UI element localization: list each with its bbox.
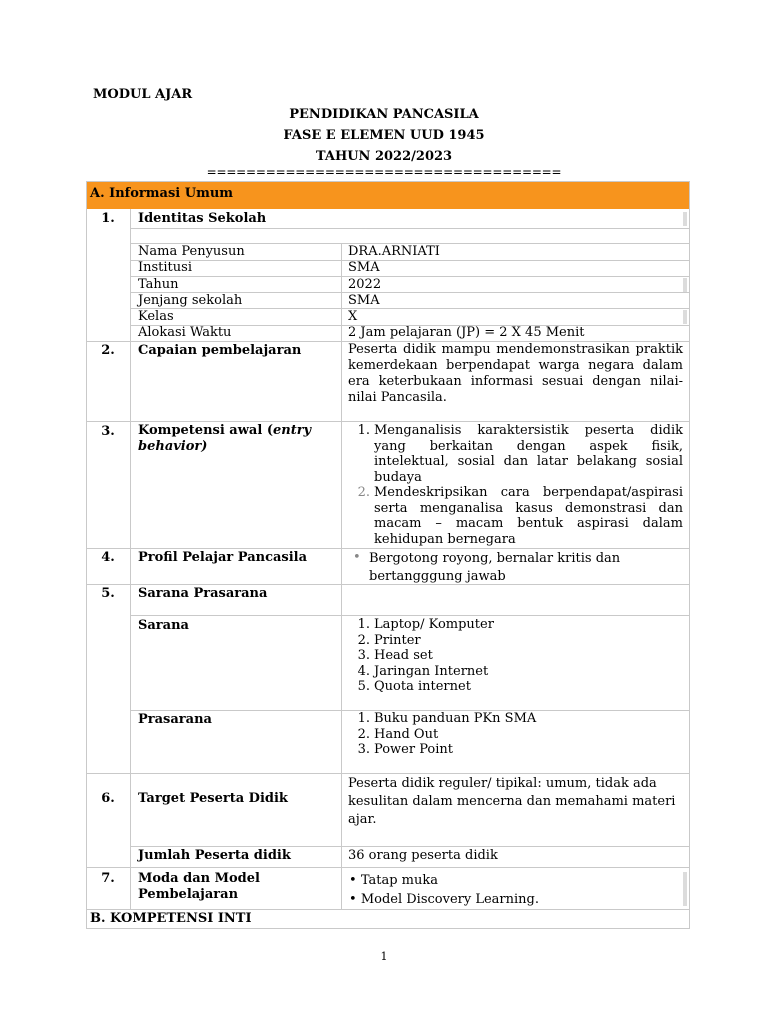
identitas-value: DRA.ARNIATI: [348, 244, 440, 259]
identitas-value: 2022: [348, 277, 382, 292]
row-num-4: 4.: [101, 550, 115, 565]
sarana-header-cover: [342, 585, 689, 615]
row-num-3: 3.: [101, 424, 115, 439]
list-num: 1.: [357, 711, 370, 726]
row-line: [87, 867, 689, 868]
row-line: [131, 276, 689, 277]
moda-list: [349, 871, 679, 909]
list-item: [350, 742, 670, 758]
profil-label: Profil Pelajar Pancasila: [138, 550, 308, 565]
jumlah-label: Jumlah Peserta didik: [138, 848, 291, 863]
list-item: [350, 617, 670, 633]
identitas-key: Alokasi Waktu: [138, 325, 232, 340]
list-text: Mendeskripsikan cara berpendapat/aspirasi serta menganalisa kasus demonstrasi dan macam – macam bentuk aspirasi dalam kehidupan bernegara: [374, 485, 683, 547]
kompetensi-label-main: Kompetensi awal (: [138, 423, 273, 438]
list-text: Power Point: [374, 742, 454, 757]
row-num-5: 5.: [101, 586, 115, 601]
kompetensi-label: [138, 423, 328, 455]
list-item: [350, 711, 670, 727]
sarana-label: Sarana: [138, 618, 189, 633]
list-num: 1.: [357, 423, 370, 438]
jumlah-value: 36 orang peserta didik: [348, 848, 498, 863]
list-num: 3.: [357, 648, 370, 663]
list-item: [350, 679, 670, 695]
document-title: PENDIDIKAN PANCASILA: [289, 107, 479, 122]
row-num-1: 1.: [101, 211, 115, 226]
identitas-label: Identitas Sekolah: [138, 211, 267, 226]
section-a-title: A. Informasi Umum: [90, 186, 234, 201]
list-text: Model Discovery Learning.: [360, 892, 539, 907]
row-line: [87, 421, 689, 422]
list-text: Tatap muka: [360, 873, 438, 888]
num-col-divider: [130, 209, 131, 909]
identitas-key: Nama Penyusun: [138, 244, 245, 259]
moda-label: [138, 871, 260, 903]
list-item: [350, 633, 670, 649]
list-item: [350, 664, 670, 680]
identitas-value: SMA: [348, 260, 380, 275]
document-subtitle: FASE E ELEMEN UUD 1945: [283, 128, 485, 143]
identitas-line: [131, 228, 689, 229]
list-num: 1.: [357, 617, 370, 632]
kompetensi-list: [350, 423, 683, 547]
list-num: 3.: [357, 742, 370, 757]
identitas-key: Jenjang sekolah: [138, 293, 243, 308]
scroll-marker: [683, 310, 687, 324]
list-num: 2.: [357, 632, 370, 648]
list-item: [350, 423, 683, 485]
list-text: Head set: [374, 648, 433, 663]
sarana-list: [350, 617, 670, 695]
identitas-key: Tahun: [138, 277, 179, 292]
list-text: Buku panduan PKn SMA: [374, 711, 537, 726]
identitas-key: Kelas: [138, 309, 174, 324]
identitas-value: SMA: [348, 293, 380, 308]
section-b-title: B. KOMPETENSI INTI: [90, 911, 252, 926]
row-line: [131, 260, 689, 261]
target-text: Peserta didik reguler/ tipikal: umum, tidak ada kesulitan dalam mencerna dan memahami materi ajar.: [348, 776, 676, 827]
list-text: Quota internet: [374, 679, 471, 694]
page-number: 1: [380, 950, 388, 963]
list-text: Menganalisis karaktersistik peserta didik yang berkaitan dengan aspek fisik, intelektual, sosial dan latar belakang sosial budaya: [374, 423, 683, 485]
sarana-prasarana-label: Sarana Prasarana: [138, 586, 268, 601]
prasarana-label: Prasarana: [138, 712, 212, 727]
scroll-marker: [683, 872, 687, 906]
list-item: [350, 648, 670, 664]
list-item: [350, 485, 683, 547]
list-item: [350, 727, 670, 743]
list-num: 4.: [357, 663, 370, 679]
moda-label-line1: Moda dan Model: [138, 871, 260, 886]
row-num-7: 7.: [101, 871, 115, 886]
row-line: [87, 909, 689, 910]
row-line: [131, 846, 689, 847]
row-num-2: 2.: [101, 343, 115, 358]
separator-line: ====================================: [206, 165, 562, 179]
target-label: Target Peserta Didik: [138, 791, 288, 806]
row-line: [87, 773, 689, 774]
row-line: [131, 308, 689, 309]
list-text: Jaringan Internet: [374, 663, 489, 679]
identitas-key: Institusi: [138, 260, 192, 275]
row-num-6: 6.: [101, 791, 115, 806]
bullet: •: [349, 892, 357, 907]
capaian-text: Peserta didik mampu mendemonstrasikan praktik kemerdekaan berpendapat warga negara dalam era keterbukaan informasi sesuai dengan nilai-nilai Pancasila.: [348, 342, 683, 405]
list-num: 2.: [357, 726, 370, 742]
list-text: Laptop/ Komputer: [374, 617, 494, 632]
list-item: [349, 871, 679, 890]
list-num: 2.: [357, 485, 370, 500]
list-item: [349, 890, 679, 909]
scroll-marker: [683, 212, 687, 226]
list-num: 5.: [357, 679, 370, 694]
profil-text: Bergotong royong, bernalar kritis dan bertangggung jawab: [369, 551, 621, 584]
doc-label: MODUL AJAR: [93, 87, 193, 102]
profil-bullet: •: [353, 550, 361, 565]
identitas-value: X: [348, 309, 358, 324]
document-year: TAHUN 2022/2023: [315, 149, 453, 164]
list-text: Printer: [374, 632, 421, 648]
capaian-label: Capaian pembelajaran: [138, 343, 302, 358]
prasarana-list: [350, 711, 670, 758]
bullet: •: [349, 873, 357, 888]
kompetensi-label-italic: entry behavior): [138, 423, 312, 454]
identitas-value: 2 Jam pelajaran (JP) = 2 X 45 Menit: [348, 325, 585, 340]
value-col-divider: [341, 341, 342, 909]
list-text: Hand Out: [374, 726, 439, 742]
scroll-marker: [683, 278, 687, 292]
moda-label-line2: Pembelajaran: [138, 887, 239, 902]
row-line: [131, 615, 689, 616]
row-line: [87, 548, 689, 549]
